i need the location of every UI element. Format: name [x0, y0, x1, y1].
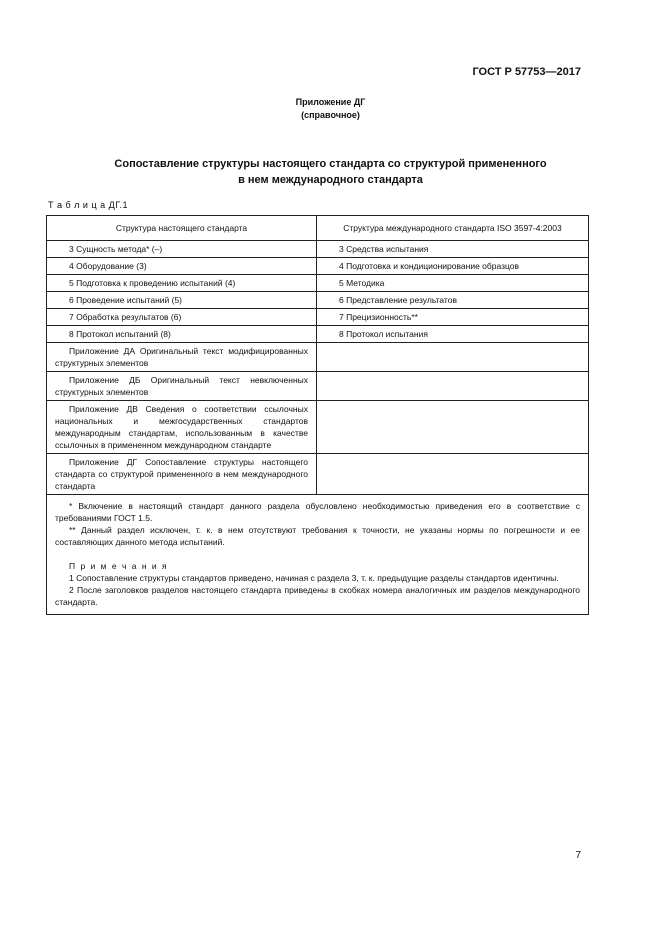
- table-row: [47, 372, 589, 401]
- table-row: [47, 292, 589, 309]
- document-title-line-1: Сопоставление структуры настоящего стандарта со структурой примененного: [114, 158, 547, 170]
- table-cell: [317, 372, 589, 401]
- document-title: [40, 156, 621, 188]
- table-cell: 5 Методика: [317, 275, 589, 292]
- table-cell-appendix-da: Приложение ДА Оригинальный текст модифицированных структурных элементов: [47, 343, 317, 372]
- table-cell: 7 Обработка результатов (6): [47, 309, 317, 326]
- table-cell: 6 Представление результатов: [317, 292, 589, 309]
- footnote: ** Данный раздел исключен, т. к. в нем отсутствуют требования к точности, не указаны нормы по погрешности и ее составляющих данного метода испытаний.: [55, 525, 580, 547]
- table-cell: 5 Подготовка к проведению испытаний (4): [47, 275, 317, 292]
- note: 1 Сопоставление структуры стандартов приведено, начиная с раздела 3, т. к. предыдущие разделы стандартов идентичны.: [69, 573, 559, 583]
- table-cell-appendix-db: Приложение ДБ Оригинальный текст невключенных структурных элементов: [47, 372, 317, 401]
- table-header-row: [47, 216, 589, 241]
- comparison-table-container: [46, 215, 588, 615]
- appendix-title: Приложение ДГ: [295, 97, 366, 107]
- table-cell: 8 Протокол испытания: [317, 326, 589, 343]
- table-cell: 3 Сущность метода* (–): [47, 241, 317, 258]
- standard-code: ГОСТ Р 57753—2017: [472, 66, 581, 78]
- table-cell: 4 Оборудование (3): [47, 258, 317, 275]
- table-row: [47, 343, 589, 372]
- table-cell: 3 Средства испытания: [317, 241, 589, 258]
- document-title-line-2: в нем международного стандарта: [238, 174, 423, 186]
- table-row: [47, 309, 589, 326]
- table-row: [47, 241, 589, 258]
- comparison-table: [46, 215, 589, 615]
- note: 2 После заголовков разделов настоящего стандарта приведены в скобках номера аналогичных им разделов международного стандарта.: [55, 585, 580, 607]
- table-notes-cell: [47, 495, 589, 615]
- appendix-subtitle: (справочное): [301, 110, 360, 120]
- table-row: [47, 326, 589, 343]
- table-cell: 6 Проведение испытаний (5): [47, 292, 317, 309]
- table-cell-appendix-dv: Приложение ДВ Сведения о соответствии ссылочных национальных и межгосударственных стандартов международным стандартам, использованным в качестве ссылочных в примененном международном стандарте: [47, 401, 317, 454]
- table-row: [47, 275, 589, 292]
- table-notes-row: [47, 495, 589, 615]
- column-header: Структура международного стандарта ISO 3597-4:2003: [317, 216, 589, 241]
- table-cell: 8 Протокол испытаний (8): [47, 326, 317, 343]
- table-cell: 7 Прецизионность**: [317, 309, 589, 326]
- table-cell: 4 Подготовка и кондиционирование образцов: [317, 258, 589, 275]
- table-cell: [317, 343, 589, 372]
- notes-heading: П р и м е ч а н и я: [69, 561, 169, 571]
- column-header: Структура настоящего стандарта: [47, 216, 317, 241]
- table-caption: Т а б л и ц а ДГ.1: [48, 200, 128, 210]
- table-row: [47, 454, 589, 495]
- appendix-heading: [0, 96, 661, 122]
- table-cell-appendix-dg: Приложение ДГ Сопоставление структуры настоящего стандарта со структурой примененного в нем международного стандарта: [47, 454, 317, 495]
- table-row: [47, 401, 589, 454]
- page-number: 7: [575, 850, 581, 861]
- table-cell: [317, 454, 589, 495]
- table-cell: [317, 401, 589, 454]
- table-row: [47, 258, 589, 275]
- footnote: * Включение в настоящий стандарт данного раздела обусловлено необходимостью приведения его в соответствие с требованиями ГОСТ 1.5.: [55, 501, 580, 523]
